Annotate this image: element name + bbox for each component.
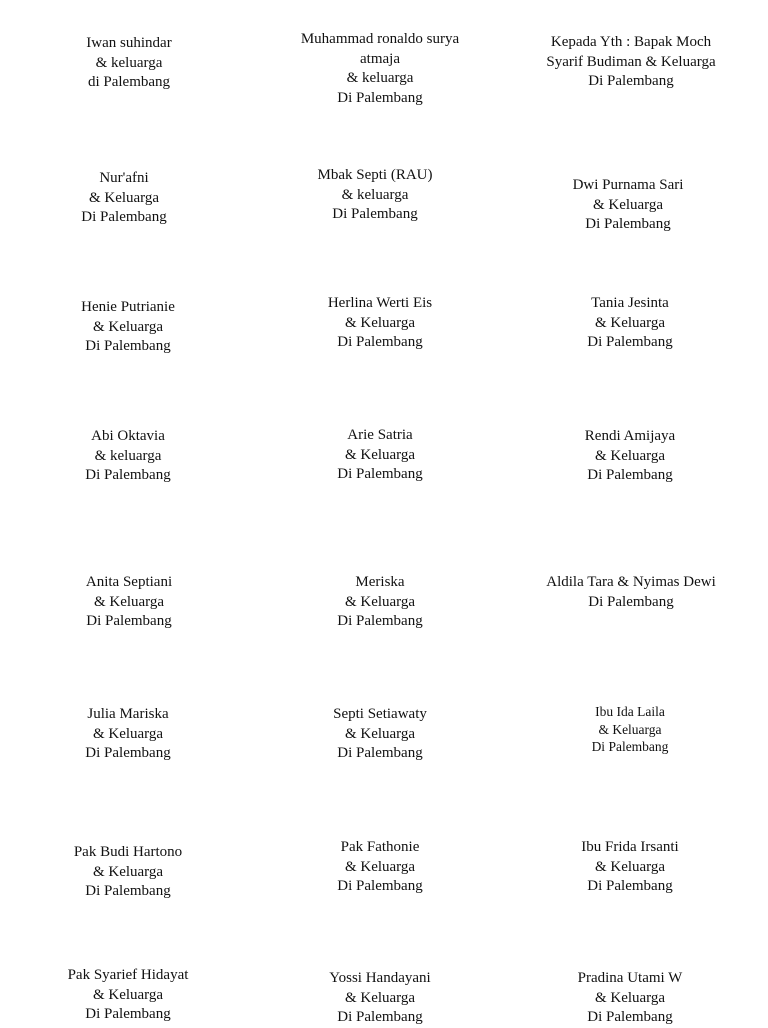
address-label-17 bbox=[260, 705, 500, 764]
label-line: Di Palembang bbox=[85, 745, 171, 761]
label-line: & Keluarga bbox=[344, 725, 416, 742]
label-line: Di Palembang bbox=[332, 206, 418, 222]
label-line: Di Palembang bbox=[587, 1009, 673, 1025]
label-line: Rendi Amijaya bbox=[584, 428, 676, 444]
address-label-4 bbox=[4, 169, 244, 228]
label-line: Nur'afni bbox=[99, 170, 149, 186]
label-line: Pak Syarief Hidayat bbox=[67, 967, 189, 983]
label-line: & Keluarga bbox=[92, 986, 164, 1003]
label-line: Di Palembang bbox=[588, 73, 674, 89]
label-line: & Keluarga bbox=[93, 593, 165, 610]
address-label-11 bbox=[260, 426, 500, 485]
label-line: Di Palembang bbox=[337, 745, 423, 761]
label-line: & Keluarga bbox=[594, 447, 666, 464]
address-label-7 bbox=[8, 298, 248, 357]
label-line: Anita Septiani bbox=[85, 574, 173, 590]
label-line: & Keluarga bbox=[344, 989, 416, 1006]
address-label-12 bbox=[510, 427, 750, 486]
label-line: Di Palembang bbox=[585, 216, 671, 232]
address-label-15 bbox=[511, 573, 751, 612]
address-label-9 bbox=[510, 294, 750, 353]
label-line: Di Palembang bbox=[86, 613, 172, 629]
label-line: Di Palembang bbox=[588, 593, 674, 610]
label-line: Di Palembang bbox=[337, 466, 423, 482]
label-line: Di Palembang bbox=[587, 878, 673, 894]
label-line: Iwan suhindar bbox=[86, 35, 172, 51]
label-line: Di Palembang bbox=[587, 467, 673, 483]
address-label-5 bbox=[255, 166, 495, 225]
label-line: & Keluarga bbox=[344, 446, 416, 463]
label-line: Septi Setiawaty bbox=[333, 706, 427, 722]
label-line: & Keluarga bbox=[592, 196, 664, 213]
label-line: & keluarga bbox=[94, 447, 162, 464]
address-label-10 bbox=[8, 427, 248, 486]
label-line: Ibu Ida Laila bbox=[595, 704, 665, 719]
label-line: Abi Oktavia bbox=[91, 428, 165, 444]
address-label-6 bbox=[508, 176, 748, 235]
label-line: Ibu Frida Irsanti bbox=[581, 839, 679, 855]
address-label-8 bbox=[260, 294, 500, 353]
label-line: Kepada Yth : Bapak Moch bbox=[550, 34, 712, 50]
label-line: Di Palembang bbox=[591, 739, 669, 754]
label-line: & Keluarga bbox=[594, 989, 666, 1006]
address-label-18 bbox=[510, 703, 750, 756]
label-line: Aldila Tara & Nyimas Dewi bbox=[546, 574, 716, 590]
address-label-13 bbox=[9, 573, 249, 632]
label-line: & Keluarga bbox=[344, 314, 416, 331]
label-line: & Keluarga bbox=[88, 189, 160, 206]
label-line: Syarif Budiman & Keluarga bbox=[546, 53, 716, 70]
label-line: Arie Satria bbox=[347, 427, 413, 443]
label-line: Pak Fathonie bbox=[340, 839, 420, 855]
label-line: di Palembang bbox=[87, 74, 171, 90]
label-line: Di Palembang bbox=[337, 878, 423, 894]
label-line: Mbak Septi (RAU) bbox=[317, 167, 433, 183]
address-label-3 bbox=[511, 33, 751, 92]
address-label-1 bbox=[9, 34, 249, 93]
label-line: Pak Budi Hartono bbox=[73, 844, 183, 860]
address-label-20 bbox=[260, 838, 500, 897]
label-line: Muhammad ronaldo surya bbox=[300, 31, 460, 47]
label-line: Di Palembang bbox=[85, 338, 171, 354]
label-line: Di Palembang bbox=[337, 1009, 423, 1025]
label-line: & Keluarga bbox=[92, 863, 164, 880]
label-line: Yossi Handayani bbox=[329, 970, 431, 986]
label-line: & Keluarga bbox=[344, 593, 416, 610]
label-line: & Keluarga bbox=[344, 858, 416, 875]
label-line: & Keluarga bbox=[92, 725, 164, 742]
address-label-16 bbox=[8, 705, 248, 764]
label-line: & Keluarga bbox=[594, 314, 666, 331]
label-line: Di Palembang bbox=[337, 334, 423, 350]
label-line: & Keluarga bbox=[594, 858, 666, 875]
address-label-14 bbox=[260, 573, 500, 632]
label-line: Pradina Utami W bbox=[577, 970, 683, 986]
label-line: Tania Jesinta bbox=[591, 295, 669, 311]
label-line: Herlina Werti Eis bbox=[327, 295, 433, 311]
label-line: Di Palembang bbox=[85, 883, 171, 899]
label-line: Meriska bbox=[355, 574, 405, 590]
label-line: Di Palembang bbox=[85, 1006, 171, 1022]
label-line: & Keluarga bbox=[92, 318, 164, 335]
label-line: Henie Putrianie bbox=[81, 299, 175, 315]
label-line: & keluarga bbox=[95, 54, 163, 71]
address-label-24 bbox=[510, 969, 750, 1028]
label-line: Di Palembang bbox=[337, 613, 423, 629]
address-label-2 bbox=[260, 30, 500, 108]
label-line: Di Palembang bbox=[587, 334, 673, 350]
label-line: & keluarga bbox=[341, 186, 409, 203]
label-line: Julia Mariska bbox=[87, 706, 169, 722]
label-line: Di Palembang bbox=[337, 89, 423, 106]
address-label-22 bbox=[8, 966, 248, 1025]
address-label-23 bbox=[260, 969, 500, 1028]
label-line: Di Palembang bbox=[81, 209, 167, 225]
address-label-19 bbox=[8, 843, 248, 902]
label-line: atmaja bbox=[360, 50, 400, 67]
label-line: & keluarga bbox=[346, 70, 414, 86]
label-line: Dwi Purnama Sari bbox=[572, 177, 684, 193]
address-label-21 bbox=[510, 838, 750, 897]
label-line: & Keluarga bbox=[598, 721, 662, 737]
label-line: Di Palembang bbox=[85, 467, 171, 483]
